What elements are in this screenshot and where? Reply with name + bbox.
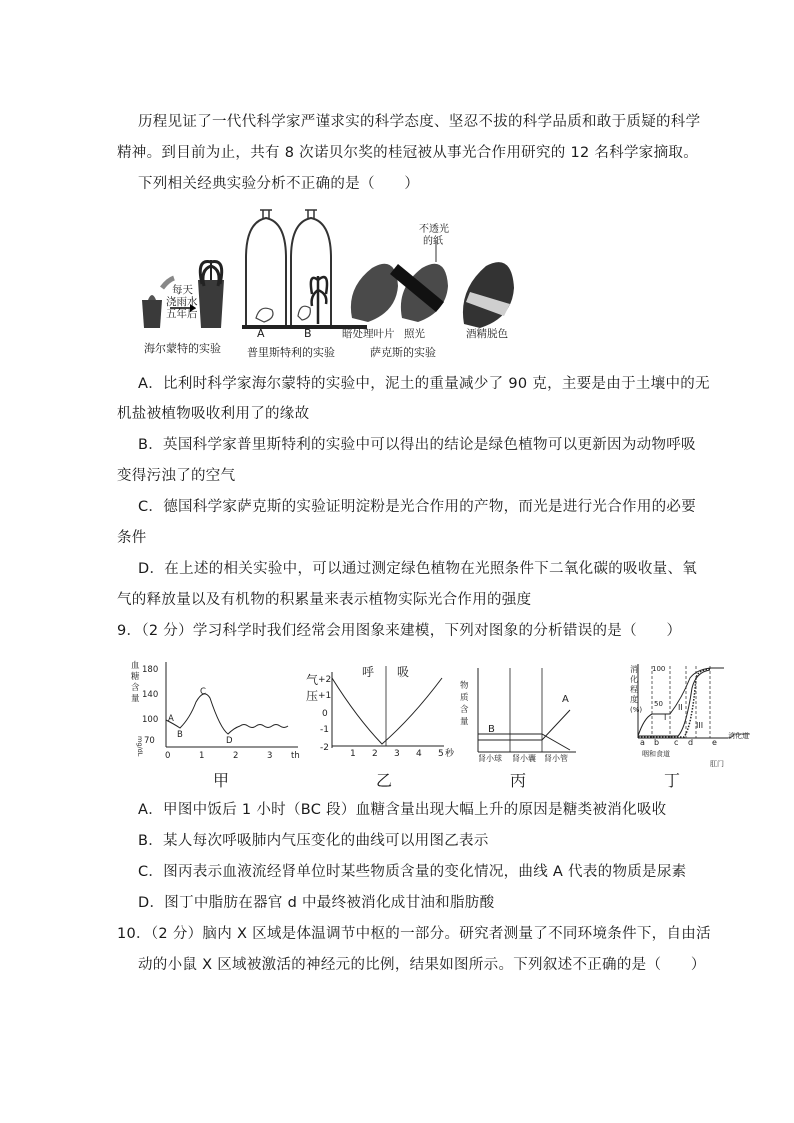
ding-organ-e: e (712, 738, 717, 747)
helmont-caption: 海尔蒙特的实验 (144, 342, 221, 355)
jia-ytick-100: 100 (142, 715, 159, 725)
ding-organ-b: b (654, 738, 660, 747)
question-10-stem-line-1: 10．（2 分）脑内 X 区域是体温调节中枢的一部分。研究者测量了不同环境条件下，自由活 (117, 926, 711, 942)
ding-ytick-100: 100 (652, 665, 666, 673)
jia-point-d: D (226, 736, 233, 746)
ding-xlabel-3: 消化道 (728, 732, 749, 740)
intro-line-1: 历程见证了一代代科学家严谨求实的科学态度、坚忍不拔的科学品质和敢于质疑的科学 (138, 114, 701, 130)
chart-yi (302, 658, 462, 768)
q8-option-c-line-2: 条件 (117, 530, 147, 546)
helmont-note-1: 每天 (172, 284, 193, 296)
ding-ytick-50: 50 (654, 700, 663, 708)
ding-ylabel-3: 程 (630, 685, 638, 694)
question-8-stem: 下列相关经典实验分析不正确的是（ ） (138, 176, 420, 192)
yi-top-2: 吸 (397, 665, 410, 679)
jia-ytick-70: 70 (144, 736, 155, 746)
sachs-leaf-3-label: 酒精脱色 (466, 328, 508, 340)
bing-ylabel-4: 量 (460, 717, 469, 727)
yi-ylabel-2: 压 (306, 689, 319, 703)
chart-bing (458, 660, 596, 768)
question-10-stem-line-2: 动的小鼠 X 区域被激活的神经元的比例，结果如图所示。下列叙述不正确的是（ ） (138, 957, 706, 973)
jia-unit: mg/dL (136, 736, 144, 757)
bing-ylabel-1: 物 (460, 681, 469, 691)
ding-ylabel-1: 消 (630, 665, 638, 674)
chart-bing-label: 丙 (510, 771, 527, 790)
sachs-leaf-1-label: 暗处理叶片 (342, 328, 395, 340)
q8-option-b-line-2: 变得污浊了的空气 (117, 468, 236, 484)
jia-xtick-0: 0 (165, 751, 171, 761)
bing-curve-b (478, 734, 570, 750)
yi-xtick-3: 3 (394, 749, 400, 759)
yi-xunit: 秒 (445, 749, 455, 759)
yi-ylabel-1: 气 (306, 673, 319, 687)
ding-curve-i-line (638, 668, 724, 736)
q8-option-d-line-1: D．在上述的相关实验中，可以通过测定绿色植物在光照条件下二氧化碳的吸收量、氧 (138, 561, 698, 577)
bing-curve-a-label: A (562, 694, 569, 705)
ding-organ-a: a (640, 738, 645, 747)
bing-xtick-3: 肾小管 (544, 754, 568, 763)
helmont-note-3: 五年后 (166, 308, 198, 320)
jia-ytick-140: 140 (142, 690, 159, 700)
yi-ytick-p2: +2 (318, 675, 332, 685)
jia-ylabel-2: 糖 (131, 672, 140, 682)
yi-ytick-0: 0 (322, 709, 328, 719)
q9-option-d: D．图丁中脂肪在器官 d 中最终被消化成甘油和脂肪酸 (138, 895, 495, 911)
chart-ding (630, 658, 756, 770)
yi-ytick-p1: +1 (318, 691, 332, 701)
q9-option-c: C．图丙表示血液流经肾单位时某些物质含量的变化情况，曲线 A 代表的物质是尿素 (138, 864, 687, 880)
q8-option-b-line-1: B．英国科学家普里斯特利的实验中可以得出的结论是绿色植物可以更新因为动物呼吸 (138, 437, 696, 453)
yi-xtick-1: 1 (350, 749, 356, 759)
q9-option-a: A．甲图中饭后 1 小时（BC 段）血糖含量出现大幅上升的原因是糖类被消化吸收 (138, 802, 667, 818)
q8-option-a-line-2: 机盐被植物吸收利用了的缘故 (117, 406, 310, 422)
jia-point-c: C (200, 687, 206, 697)
q8-option-d-line-2: 气的释放量以及有机物的积累量来表示植物实际光合作用的强度 (117, 592, 532, 608)
ding-organ-c: c (674, 738, 679, 747)
bing-xtick-2: 肾小囊 (512, 754, 536, 763)
jia-xtick-2: 2 (233, 751, 239, 761)
bing-ylabel-3: 含 (460, 705, 469, 715)
jia-point-b: B (177, 730, 183, 740)
question-9-stem: 9．（2 分）学习科学时我们经常会用图象来建模，下列对图象的分析错误的是（ ） (117, 623, 682, 639)
priestley-caption: 普里斯特利的实验 (247, 346, 335, 359)
priestley-label-a: A (257, 327, 265, 340)
ding-xlabel-2: 肛门 (710, 760, 724, 768)
q8-option-c-line-1: C．德国科学家萨克斯的实验证明淀粉是光合作用的产物，而光是进行光合作用的必要 (138, 499, 697, 515)
svg-text:(%): (%) (630, 706, 643, 714)
ding-curve-ii: II (678, 703, 683, 712)
bing-curve-b-label: B (488, 724, 495, 735)
sachs-caption: 萨克斯的实验 (370, 346, 436, 359)
q9-option-b: B．某人每次呼吸肺内气压变化的曲线可以用图乙表示 (138, 833, 489, 849)
intro-line-2: 精神。到目前为止，共有 8 次诺贝尔奖的桂冠被从事光合作用研究的 12 名科学家摘取。 (117, 145, 699, 161)
yi-xtick-2: 2 (372, 749, 378, 759)
chart-ding-label: 丁 (664, 771, 681, 790)
sachs-experiment-image (351, 240, 514, 328)
paper-note-2: 的纸 (423, 236, 443, 247)
ding-curve-iii: III (696, 721, 704, 730)
sachs-leaf-2-label: 照光 (404, 328, 425, 340)
yi-top-1: 呼 (362, 665, 375, 679)
bing-xtick-1: 肾小球 (478, 754, 502, 763)
q8-option-a-line-1: A．比利时科学家海尔蒙特的实验中，泥土的重量减少了 90 克，主要是由于土壤中的无 (138, 376, 710, 392)
priestley-experiment-image (242, 210, 367, 329)
bing-ylabel-2: 质 (460, 693, 469, 703)
jia-ylabel-3: 含 (131, 683, 140, 693)
jia-ylabel-4: 量 (131, 694, 140, 704)
yi-ytick-m1: -1 (320, 725, 329, 735)
ding-ylabel-4: 度 (630, 695, 638, 704)
jia-xtick-3: 3 (267, 751, 273, 761)
yi-curve (332, 678, 442, 744)
jia-xtick-1: 1 (199, 751, 205, 761)
ding-organ-d: d (688, 738, 694, 747)
yi-xtick-4: 4 (416, 749, 422, 759)
yi-xtick-5: 5 (438, 749, 444, 759)
chart-jia-label: 甲 (213, 771, 230, 790)
jia-ylabel-1: 血 (131, 661, 140, 671)
paper-note-1: 不透光 (419, 224, 449, 235)
ding-curve-i: I (664, 713, 667, 722)
jia-point-a: A (168, 714, 174, 724)
ding-ylabel-2: 化 (630, 675, 638, 684)
chart-jia (128, 658, 306, 768)
yi-ytick-m2: -2 (320, 743, 329, 753)
jia-curve (166, 694, 288, 734)
ding-xlabel-1: 咽和食道 (642, 750, 670, 758)
priestley-label-b: B (304, 327, 312, 340)
jia-xunit: th (291, 751, 300, 761)
helmont-note-2: 浇雨水 (166, 296, 198, 308)
jia-ytick-180: 180 (142, 665, 159, 675)
chart-yi-label: 乙 (376, 771, 393, 790)
